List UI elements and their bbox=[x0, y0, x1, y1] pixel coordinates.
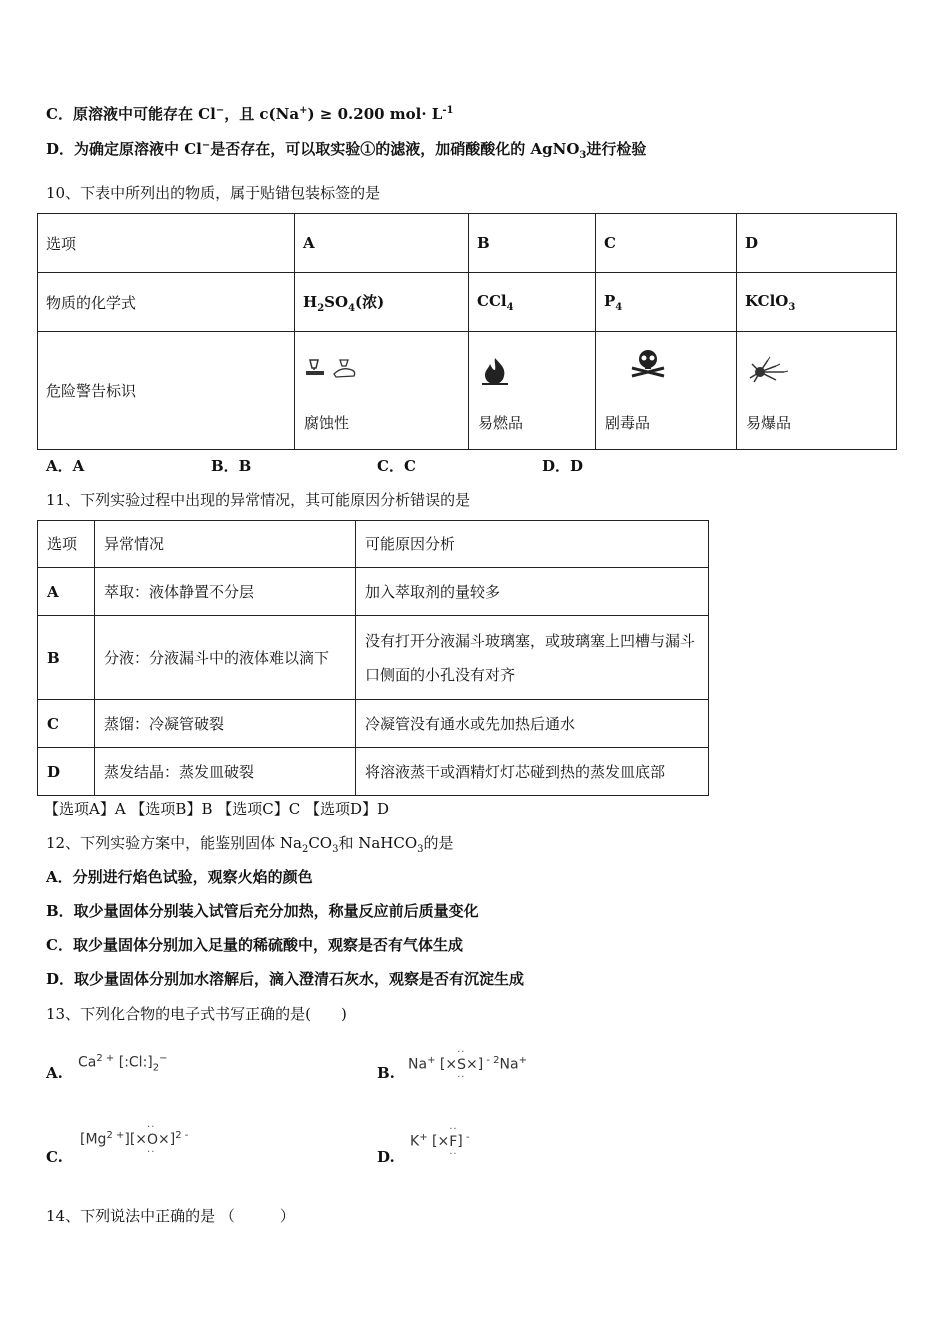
table-row bbox=[38, 568, 709, 616]
q10-option-c: C．C bbox=[377, 457, 416, 475]
hazard-cell-d bbox=[737, 332, 897, 450]
q13-label-a: A. bbox=[46, 1064, 63, 1082]
table-cell: 物质的化学式 bbox=[38, 273, 295, 332]
q13-formula-d: K+ [×·· F ··] - bbox=[410, 1132, 470, 1150]
table-row bbox=[38, 521, 709, 568]
hazard-label: 腐蚀性 bbox=[304, 414, 350, 432]
q13-stem: 13、下列化合物的电子式书写正确的是( ) bbox=[46, 1005, 347, 1023]
table-cell: C bbox=[596, 214, 737, 273]
hazard-cell-c bbox=[596, 332, 737, 450]
table-cell: 萃取：液体静置不分层 bbox=[95, 568, 356, 616]
q11-answer-options: 【选项A】A 【选项B】B 【选项C】C 【选项D】D bbox=[44, 800, 390, 818]
table-cell: 蒸发结晶：蒸发皿破裂 bbox=[95, 748, 356, 796]
q10-stem: 10、下表中所列出的物质，属于贴错包装标签的是 bbox=[46, 184, 381, 202]
table-cell: 加入萃取剂的量较多 bbox=[356, 568, 709, 616]
q10-option-b: B．B bbox=[211, 457, 252, 475]
hazard-label: 易燃品 bbox=[478, 414, 524, 432]
q12-stem: 12、下列实验方案中，能鉴别固体 $Na_2CO_3$和 NaHCO$_3$的是 bbox=[46, 834, 454, 855]
corrosive-icon bbox=[304, 356, 360, 382]
table-row bbox=[38, 214, 897, 273]
q13-formula-a: $Ca^{2 +}$ $[:Cl:]_2^-$ bbox=[78, 1053, 168, 1074]
q14-stem: 14、下列说法中正确的是 （ ） bbox=[46, 1207, 295, 1225]
table-cell: 危险警告标识 bbox=[38, 332, 295, 450]
q9-option-c: C．原溶液中可能存在 Cl−，且 c(Na+) ≥ 0.200 $mol\cdot L^{-1}$ bbox=[46, 105, 454, 123]
q10-option-d: D．D bbox=[542, 457, 584, 475]
table-row bbox=[38, 700, 709, 748]
q12-option-c: C．取少量固体分别加入足量的稀硫酸中，观察是否有气体生成 bbox=[46, 936, 463, 954]
table-cell: B bbox=[469, 214, 596, 273]
q13-label-d: D. bbox=[377, 1148, 395, 1166]
table-cell: A bbox=[295, 214, 469, 273]
table-cell: C bbox=[38, 700, 95, 748]
q12-option-b: B．取少量固体分别装入试管后充分加热，称量反应前后质量变化 bbox=[46, 902, 479, 920]
table-header: 可能原因分析 bbox=[356, 521, 709, 568]
table-cell: 选项 bbox=[38, 214, 295, 273]
formula-c: $P_4$ bbox=[596, 273, 737, 332]
table-row bbox=[38, 616, 709, 700]
table-cell: B bbox=[38, 616, 95, 700]
table-cell: D bbox=[38, 748, 95, 796]
q13-label-b: B. bbox=[377, 1064, 395, 1082]
q11-stem: 11、下列实验过程中出现的异常情况，其可能原因分析错误的是 bbox=[46, 491, 471, 509]
table-cell: 将溶液蒸干或酒精灯灯芯碰到热的蒸发皿底部 bbox=[356, 748, 709, 796]
hazard-label: 剧毒品 bbox=[605, 414, 651, 432]
table-header: 选项 bbox=[38, 521, 95, 568]
table-row bbox=[38, 273, 897, 332]
hazard-cell-a bbox=[295, 332, 469, 450]
table-cell: 分液：分液漏斗中的液体难以滴下 bbox=[95, 616, 356, 700]
table-cell: 没有打开分液漏斗玻璃塞，或玻璃塞上凹槽与漏斗口侧面的小孔没有对齐 bbox=[356, 616, 709, 700]
q13-label-c: C. bbox=[46, 1148, 63, 1166]
skull-crossbones-icon bbox=[628, 348, 668, 378]
formula-b: CCl$_4$ bbox=[469, 273, 596, 332]
table-row bbox=[38, 748, 709, 796]
q11-table bbox=[37, 520, 709, 796]
q13-formula-c: $[Mg^{2 +}][\times\cdot\cdot O \cdot\cdot\times]^{2 -}$ bbox=[80, 1130, 188, 1148]
hazard-label: 易爆品 bbox=[746, 414, 792, 432]
table-header: 异常情况 bbox=[95, 521, 356, 568]
flame-icon bbox=[478, 356, 512, 386]
table-cell: 蒸馏：冷凝管破裂 bbox=[95, 700, 356, 748]
table-cell: D bbox=[737, 214, 897, 273]
hazard-cell-b bbox=[469, 332, 596, 450]
formula-d: KClO$_3$ bbox=[737, 273, 897, 332]
table-row bbox=[38, 332, 897, 450]
table-cell: A bbox=[38, 568, 95, 616]
q10-option-a: A．A bbox=[46, 457, 85, 475]
q9-option-d: D．为确定原溶液中 Cl−是否存在，可以取实验①的滤液，加硝酸酸化的 AgNO$_3$进行检验 bbox=[46, 140, 647, 161]
q12-option-d: D．取少量固体分别加水溶解后，滴入澄清石灰水，观察是否有沉淀生成 bbox=[46, 970, 525, 988]
q13-formula-b: Na+ [×·· S ··×] $^{- 2}$Na+ bbox=[408, 1055, 527, 1073]
q10-table bbox=[37, 213, 897, 450]
table-cell: 冷凝管没有通水或先加热后通水 bbox=[356, 700, 709, 748]
q12-option-a: A．分别进行焰色试验，观察火焰的颜色 bbox=[46, 868, 313, 886]
explosive-icon bbox=[746, 356, 790, 384]
formula-a: $H_2SO_4$(浓) bbox=[295, 273, 469, 332]
